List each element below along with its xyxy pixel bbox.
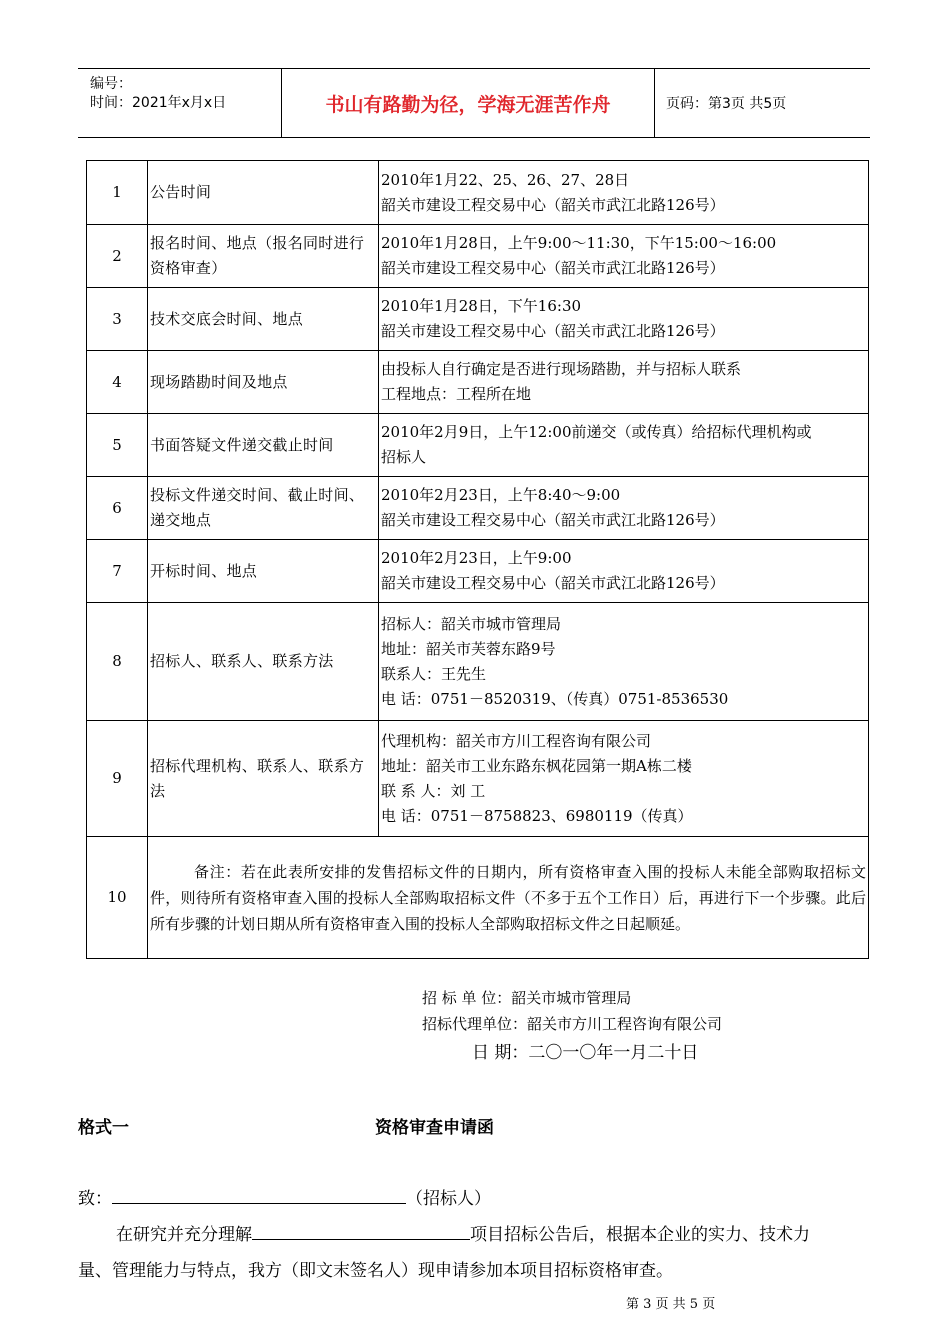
number-label: 编号： <box>90 76 132 92</box>
detail-line: 2010年1月28日，上午9:00～11:30，下午15:00～16:00 <box>381 234 777 252</box>
detail-line: 2010年1月28日，下午16:30 <box>381 297 582 315</box>
row-item: 报名时间、地点（报名同时进行资格审查） <box>148 225 379 288</box>
row-item: 书面答疑文件递交截止时间 <box>148 414 379 477</box>
detail-line: 地址：韶关市芙蓉东路9号 <box>381 639 556 658</box>
detail-line: 2010年2月23日，上午9:00 <box>381 549 572 567</box>
row-item: 招标人、联系人、联系方法 <box>148 603 379 721</box>
row-details <box>379 603 869 721</box>
note-row <box>87 837 869 959</box>
project-name-blank[interactable] <box>252 1223 470 1240</box>
table-row <box>87 161 869 225</box>
detail-line: 韶关市建设工程交易中心（韶关市武江北路126号） <box>381 195 725 214</box>
schedule-table <box>86 160 869 959</box>
detail-line: 联 系 人：刘 工 <box>381 781 486 800</box>
row-number: 4 <box>87 351 148 414</box>
row-details <box>379 721 869 837</box>
table-row <box>87 721 869 837</box>
row-number: 3 <box>87 288 148 351</box>
addressee-suffix: （招标人） <box>406 1189 491 1209</box>
header-motto: 书山有路勤为径，学海无涯苦作舟 <box>281 69 655 137</box>
row-number: 7 <box>87 540 148 603</box>
detail-line: 代理机构：韶关市方川工程咨询有限公司 <box>381 731 652 750</box>
row-details <box>379 351 869 414</box>
addressee-prefix: 致： <box>78 1189 112 1209</box>
row-item: 招标代理机构、联系人、联系方法 <box>148 721 379 837</box>
row-number: 1 <box>87 161 148 225</box>
row-number: 10 <box>87 837 148 959</box>
para-start: 在研究并充分理解 <box>116 1225 252 1245</box>
detail-line: 韶关市建设工程交易中心（韶关市武江北路126号） <box>381 322 725 340</box>
detail-line: 联系人：王先生 <box>381 664 487 683</box>
detail-line: 韶关市建设工程交易中心（韶关市武江北路126号） <box>381 574 725 592</box>
page-footer: 第 3 页 共 5 页 <box>626 1297 716 1312</box>
row-details <box>379 161 869 225</box>
application-paragraph-line2: 量、管理能力与特点，我方（即文末签名人）现申请参加本项目招标资格审查。 <box>78 1261 673 1281</box>
row-number: 9 <box>87 721 148 837</box>
signature-date: 日 期：二〇一〇年一月二十日 <box>472 1043 699 1063</box>
detail-line: 电 话：0751－8758823、6980119（传真） <box>381 806 693 825</box>
table-row <box>87 603 869 721</box>
note-cell <box>148 837 869 959</box>
row-item: 开标时间、地点 <box>148 540 379 603</box>
date-label: 时间：2021年x月x日 <box>90 95 227 111</box>
addressee-line <box>78 1184 491 1209</box>
row-number: 5 <box>87 414 148 477</box>
row-item: 公告时间 <box>148 161 379 225</box>
detail-line: 地址：韶关市工业东路东枫花园第一期A栋二楼 <box>381 756 692 775</box>
detail-line: 电 话：0751－8520319、（传真）0751-8536530 <box>381 689 729 708</box>
header-meta <box>78 69 281 137</box>
row-details <box>379 225 869 288</box>
table-row <box>87 288 869 351</box>
agent-signature: 招标代理单位：韶关市方川工程咨询有限公司 <box>422 1015 723 1033</box>
header-page-info: 页码：第3页 共5页 <box>666 96 787 112</box>
addressee-blank[interactable] <box>112 1187 406 1204</box>
row-number: 6 <box>87 477 148 540</box>
detail-line: 2010年2月9日，上午12:00前递交（或传真）给招标代理机构或 <box>381 423 812 441</box>
row-number: 2 <box>87 225 148 288</box>
row-item: 现场踏勘时间及地点 <box>148 351 379 414</box>
table-row <box>87 540 869 603</box>
format-label: 格式一 <box>78 1118 129 1138</box>
row-item: 投标文件递交时间、截止时间、递交地点 <box>148 477 379 540</box>
page-header <box>78 68 870 138</box>
para-mid: 项目招标公告后，根据本企业的实力、技术力 <box>470 1225 810 1245</box>
detail-line: 2010年1月22、25、26、27、28日 <box>381 170 630 189</box>
table-row <box>87 414 869 477</box>
detail-line: 韶关市建设工程交易中心（韶关市武江北路126号） <box>381 259 725 277</box>
detail-line: 工程地点：工程所在地 <box>381 385 532 403</box>
application-paragraph-line1 <box>116 1220 810 1245</box>
row-details <box>379 540 869 603</box>
detail-line: 由投标人自行确定是否进行现场踏勘，并与招标人联系 <box>381 360 742 378</box>
detail-line: 韶关市建设工程交易中心（韶关市武江北路126号） <box>381 511 725 529</box>
form-title: 资格审查申请函 <box>375 1118 494 1138</box>
row-details <box>379 414 869 477</box>
row-details <box>379 288 869 351</box>
detail-line: 招标人：韶关市城市管理局 <box>381 614 562 633</box>
table-row <box>87 477 869 540</box>
row-details <box>379 477 869 540</box>
detail-line: 招标人 <box>381 448 427 466</box>
row-item: 技术交底会时间、地点 <box>148 288 379 351</box>
detail-line: 2010年2月23日，上午8:40～9:00 <box>381 486 621 504</box>
table-row <box>87 225 869 288</box>
row-number: 8 <box>87 603 148 721</box>
note-text: 备注：若在此表所安排的发售招标文件的日期内，所有资格审查入围的投标人未能全部购取招标文件，则待所有资格审查入围的投标人全部购取招标文件（不多于五个工作日）后，再进行下一个步骤。此后所有步骤的计划日期从所有资格审查入围的投标人全部购取招标文件之日起顺延。 <box>150 862 866 933</box>
table-row <box>87 351 869 414</box>
tenderer-signature: 招 标 单 位：韶关市城市管理局 <box>422 989 632 1007</box>
